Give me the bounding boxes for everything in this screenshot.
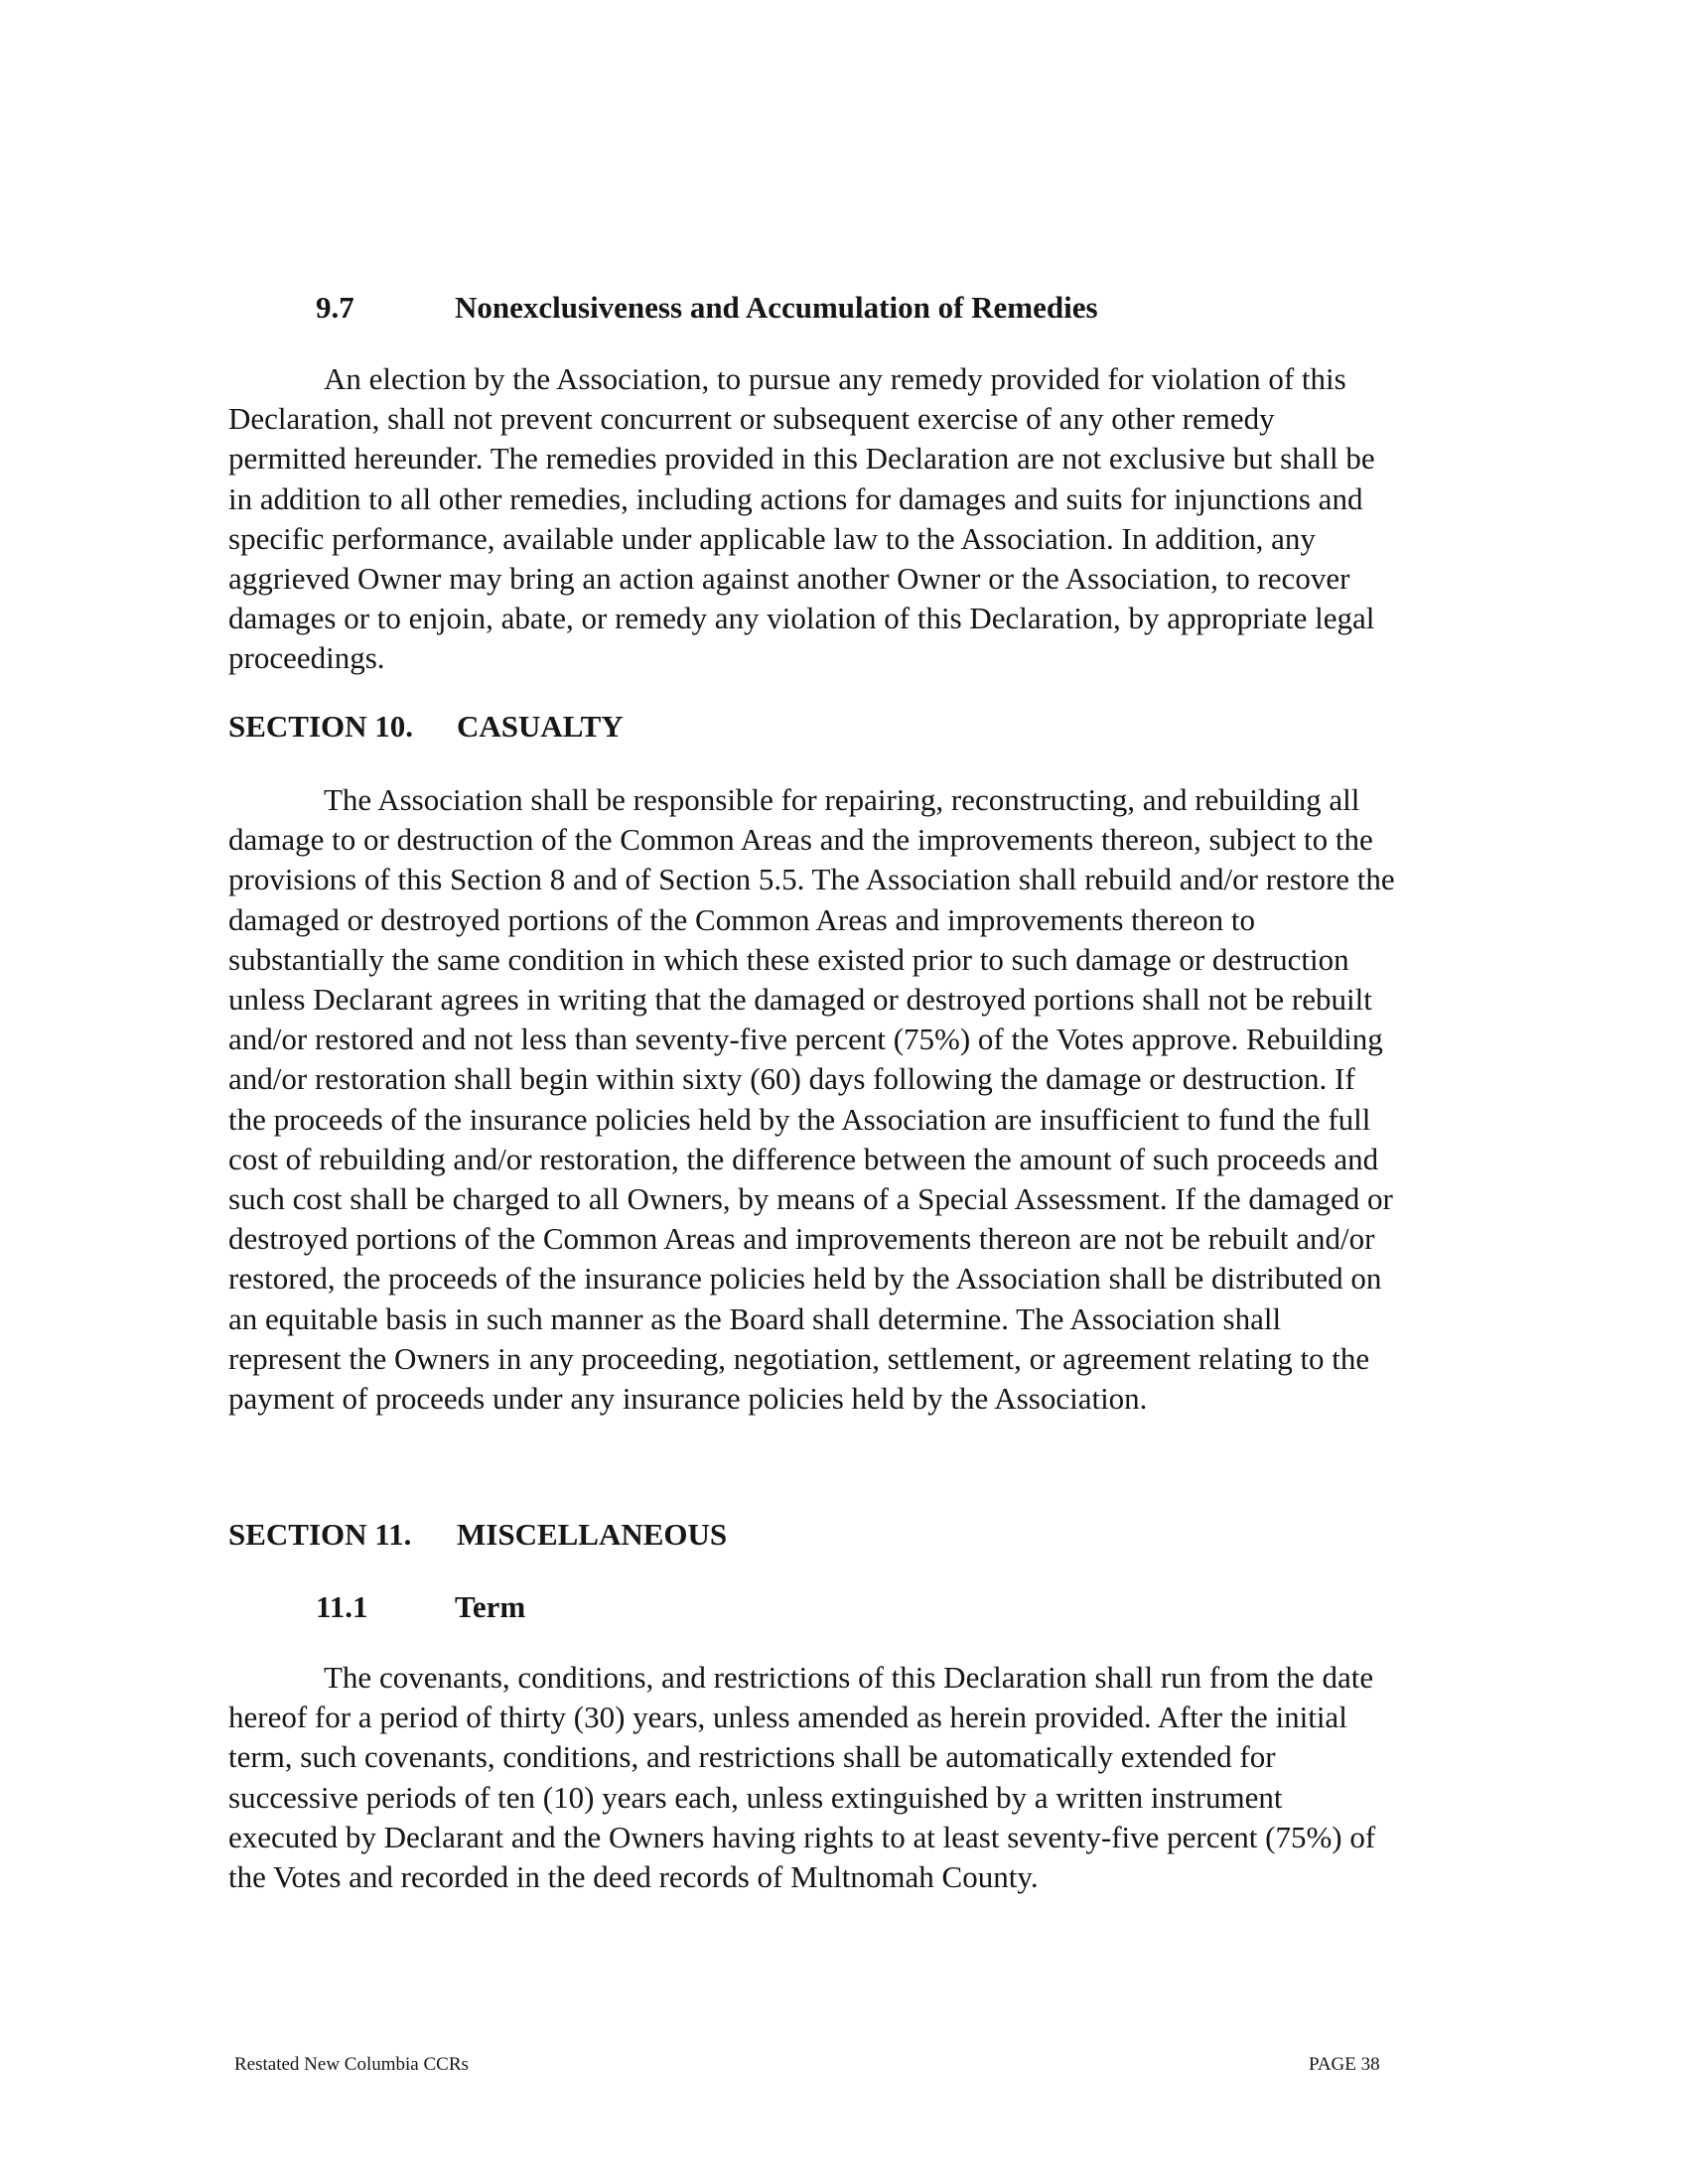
subsection-11-1-title: Term <box>455 1589 526 1624</box>
subsection-9-7-number: 9.7 <box>316 290 354 325</box>
subsection-11-1-number: 11.1 <box>316 1589 368 1624</box>
subsection-11-1-body: The covenants, conditions, and restrictions of this Declaration shall run from the date hereof for a period of thirty (30) years, unless amended as herein provided. After the initial term, such covenants, conditions, and restrictions shall be automatically extended for successive periods of ten (10) years each, unless extinguished by a written instrument executed by Declarant and the Owners having rights to at least seventy-five percent (75%) of the Votes and recorded in the deed records of Multnomah County. <box>228 1660 1376 1895</box>
subsection-9-7-heading <box>316 288 1098 328</box>
footer-page-number: PAGE 38 <box>1309 2054 1380 2075</box>
section-10-heading <box>228 707 624 747</box>
section-10-body: The Association shall be responsible for repairing, reconstructing, and rebuilding all damage to or destruction of the Common Areas and the improvements thereon, subject to the provisions of this Section 8 and of Section 5.5. The Association shall rebuild and/or restore the damaged or destroyed portions of the Common Areas and improvements thereon to substantially the same condition in which these existed prior to such damage or destruction unless Declarant agrees in writing that the damaged or destroyed portions shall not be rebuilt and/or restored and not less than seventy-five percent (75%) of the Votes approve. Rebuilding and/or restoration shall begin within sixty (60) days following the damage or destruction. If the proceeds of the insurance policies held by the Association are insufficient to fund the full cost of rebuilding and/or restoration, the difference between the amount of such proceeds and such cost shall be charged to all Owners, by means of a Special Assessment. If the damaged or destroyed portions of the Common Areas and improvements thereon are not be rebuilt and/or restored, the proceeds of the insurance policies held by the Association shall be distributed on an equitable basis in such manner as the Board shall determine. The Association shall represent the Owners in any proceeding, negotiation, settlement, or agreement relating to the payment of proceeds under any insurance policies held by the Association. <box>228 782 1395 1417</box>
subsection-9-7-title: Nonexclusiveness and Accumulation of Remedies <box>455 290 1098 325</box>
subsection-11-1-heading <box>316 1587 525 1627</box>
section-10-title: CASUALTY <box>457 709 624 744</box>
footer-document-name: Restated New Columbia CCRs <box>234 2054 469 2075</box>
section-10-number: SECTION 10. <box>228 709 414 744</box>
section-11-number: SECTION 11. <box>228 1517 412 1552</box>
section-11-title: MISCELLANEOUS <box>457 1517 728 1552</box>
section-11-heading <box>228 1515 727 1555</box>
subsection-9-7-body: An election by the Association, to pursue any remedy provided for violation of this Declaration, shall not prevent concurrent or subsequent exercise of any other remedy permitted hereunder. The remedies provided in this Declaration are not exclusive but shall be in addition to all other remedies, including actions for damages and suits for injunctions and specific performance, available under applicable law to the Association. In addition, any aggrieved Owner may bring an action against another Owner or the Association, to recover damages or to enjoin, abate, or remedy any violation of this Declaration, by appropriate legal proceedings. <box>228 361 1375 676</box>
